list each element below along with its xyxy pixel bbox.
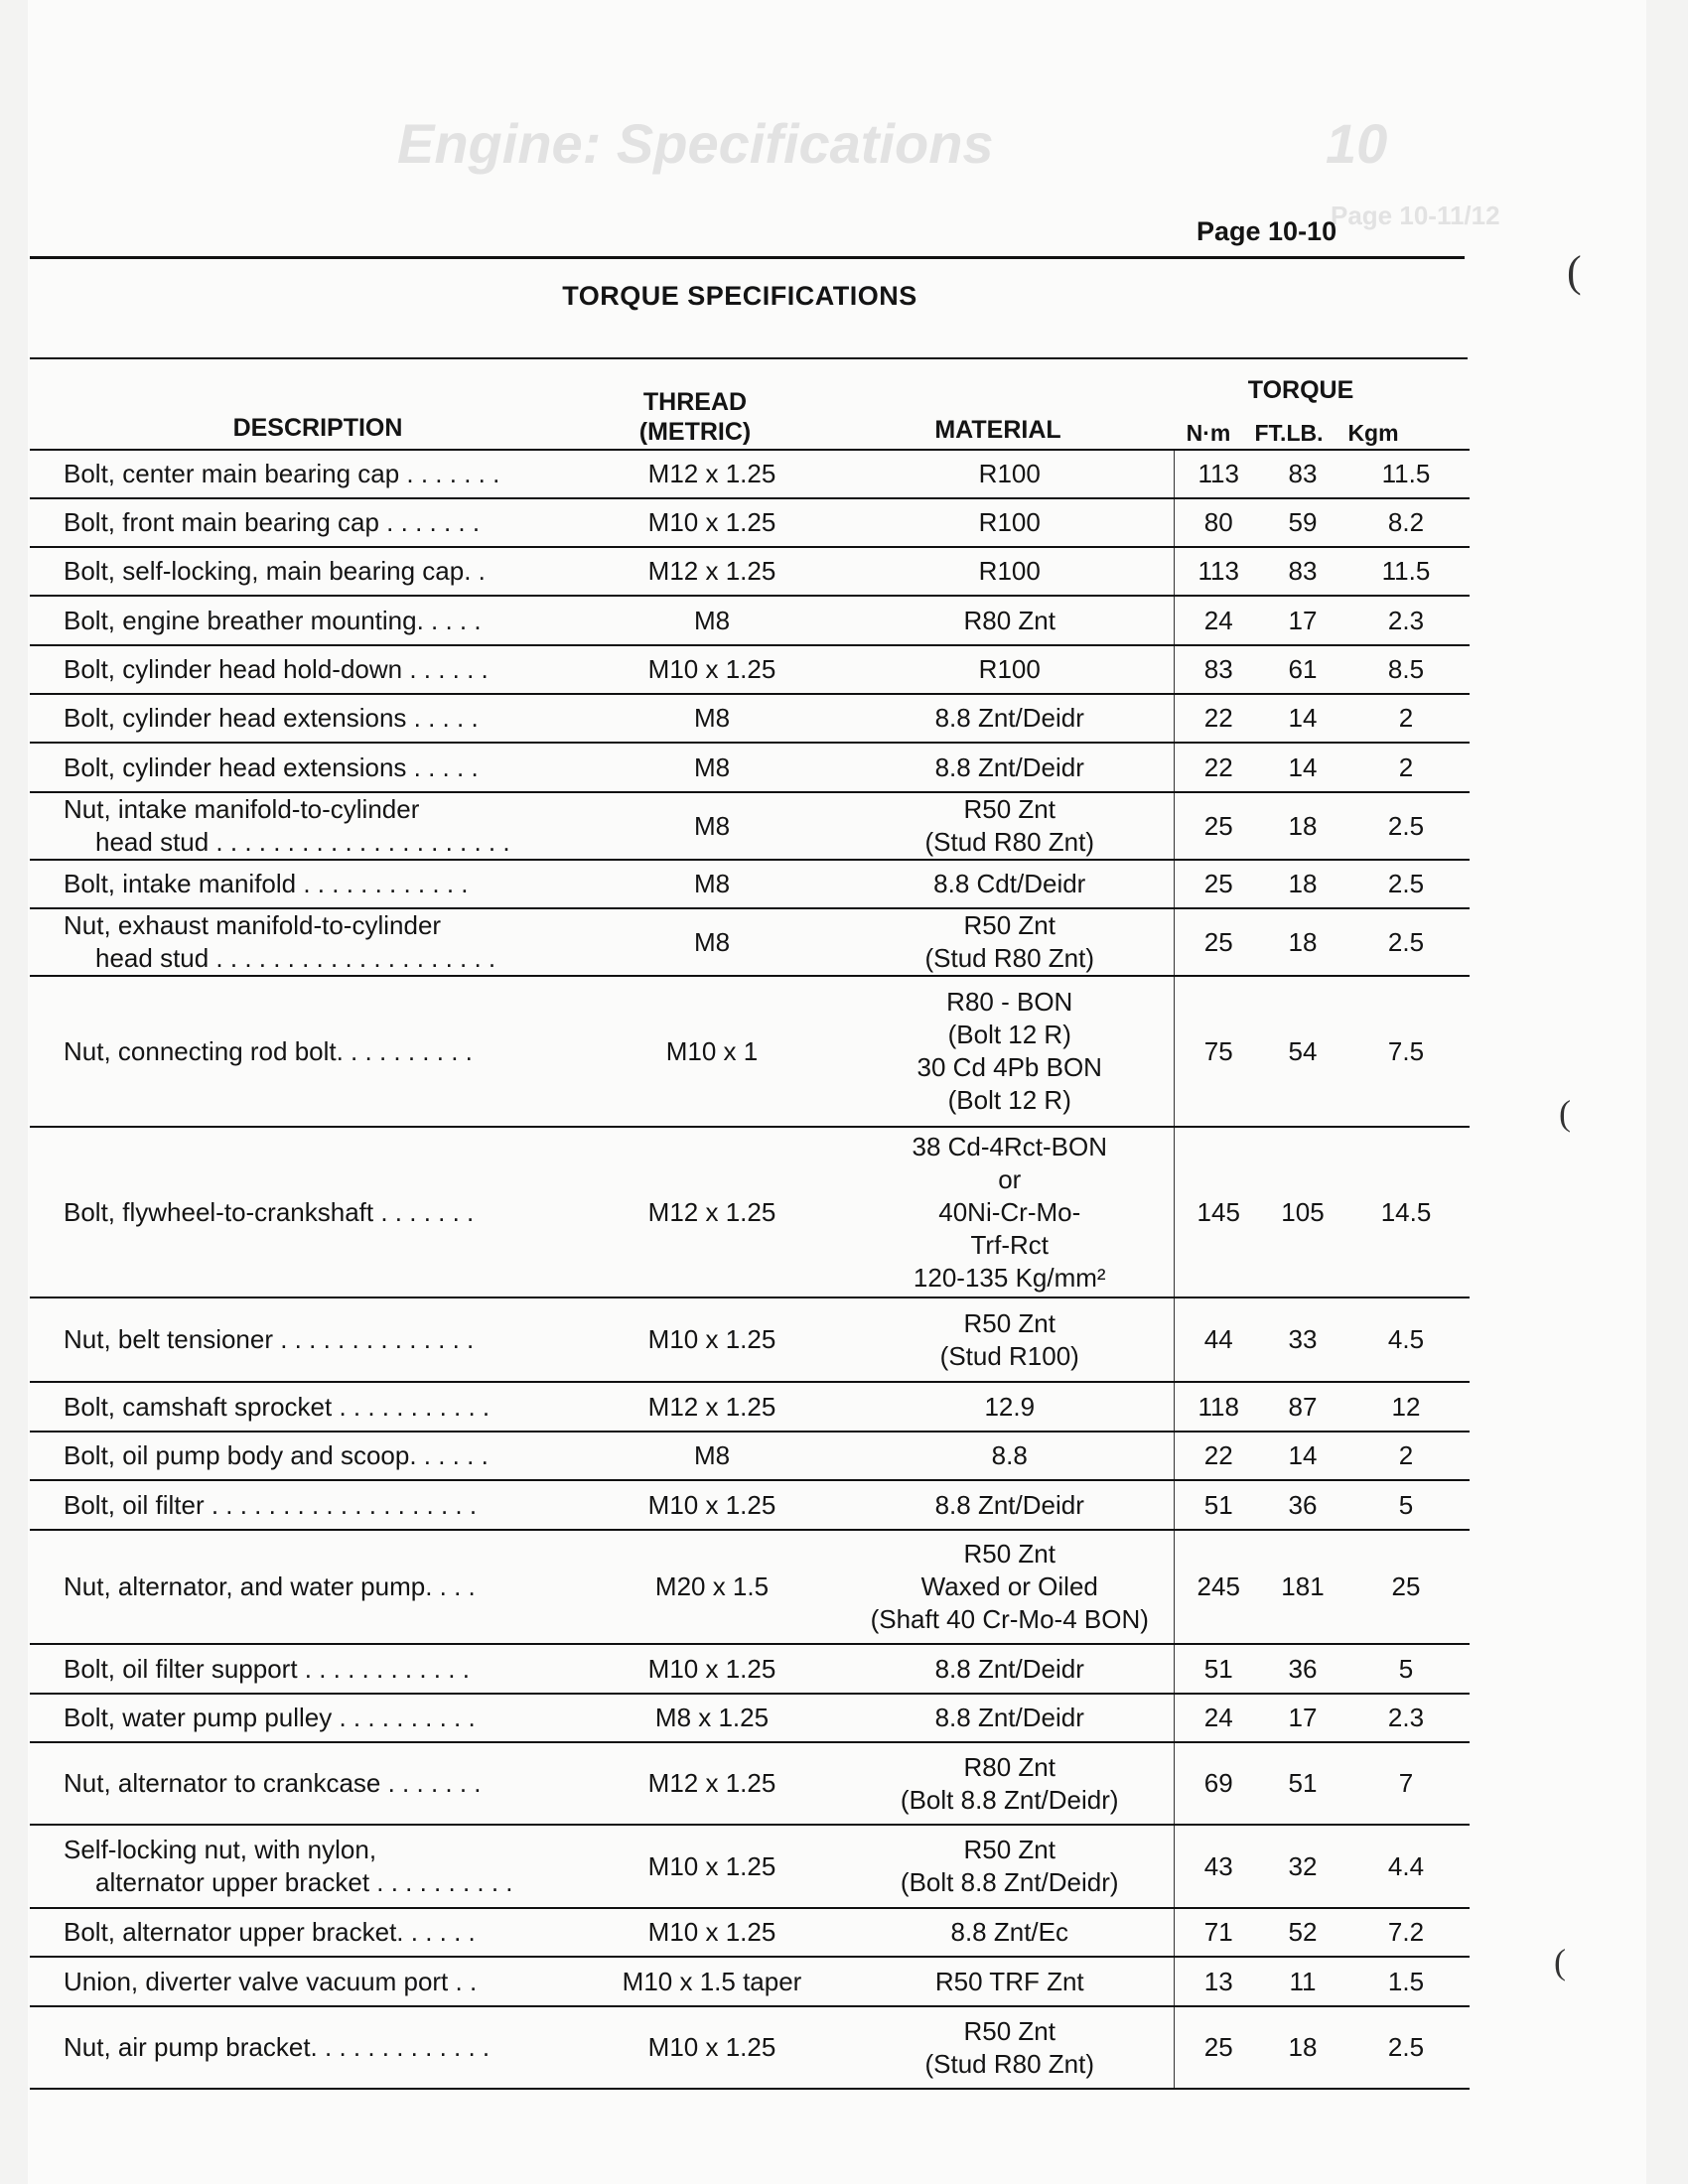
torque-spec-body bbox=[30, 450, 1470, 2089]
cell-material bbox=[846, 2006, 1174, 2089]
cell-nm: 22 bbox=[1174, 1432, 1263, 1480]
cell-description bbox=[30, 1432, 578, 1480]
description-line: Bolt, intake manifold . . . . . . . . . . . . bbox=[64, 869, 469, 898]
cell-ftlb: 14 bbox=[1263, 694, 1342, 743]
cell-ftlb: 181 bbox=[1263, 1530, 1342, 1644]
cell-material bbox=[846, 792, 1174, 860]
cell-nm: 113 bbox=[1174, 547, 1263, 596]
table-row bbox=[30, 498, 1470, 547]
cell-thread: M10 x 1.25 bbox=[578, 2006, 846, 2089]
cell-material bbox=[846, 1957, 1174, 2006]
header-material: MATERIAL bbox=[934, 416, 1061, 444]
cell-kgm: 11.5 bbox=[1342, 547, 1470, 596]
material-line: 38 Cd-4Rct-BON bbox=[912, 1131, 1107, 1161]
material-line: (Bolt 8.8 Znt/Deidr) bbox=[900, 1784, 1119, 1815]
cell-description bbox=[30, 1957, 578, 2006]
table-row bbox=[30, 1694, 1470, 1742]
description-line: Bolt, self-locking, main bearing cap. . bbox=[64, 556, 486, 586]
cell-thread: M8 bbox=[578, 908, 846, 976]
cell-thread: M10 x 1.25 bbox=[578, 1297, 846, 1382]
cell-thread: M8 bbox=[578, 1432, 846, 1480]
margin-mark: ( bbox=[1554, 1942, 1566, 1981]
cell-material bbox=[846, 743, 1174, 792]
cell-ftlb: 54 bbox=[1263, 976, 1342, 1127]
cell-thread: M10 x 1.25 bbox=[578, 645, 846, 694]
table-row bbox=[30, 1644, 1470, 1694]
cell-ftlb: 18 bbox=[1263, 792, 1342, 860]
cell-material bbox=[846, 498, 1174, 547]
header-thread-line1: THREAD bbox=[642, 388, 748, 416]
cell-description bbox=[30, 792, 578, 860]
description-line: Nut, belt tensioner . . . . . . . . . . . . . . bbox=[64, 1324, 475, 1354]
material-line: R100 bbox=[978, 556, 1041, 586]
material-line: (Stud R80 Znt) bbox=[924, 827, 1094, 857]
header-kgm: Kgm bbox=[1347, 420, 1399, 446]
material-line: R100 bbox=[978, 654, 1041, 684]
ghost-header-title: Engine: Specifications bbox=[397, 112, 994, 175]
material-line: R80 Znt bbox=[963, 1751, 1055, 1782]
description-line: alternator upper bracket . . . . . . . . . . bbox=[95, 1867, 513, 1897]
cell-thread: M10 x 1.25 bbox=[578, 1908, 846, 1957]
cell-description bbox=[30, 2006, 578, 2089]
cell-kgm: 2.5 bbox=[1342, 860, 1470, 908]
cell-ftlb: 59 bbox=[1263, 498, 1342, 547]
cell-thread: M10 x 1.25 bbox=[578, 1644, 846, 1694]
cell-kgm: 2.5 bbox=[1342, 908, 1470, 976]
cell-material bbox=[846, 1694, 1174, 1742]
cell-nm: 245 bbox=[1174, 1530, 1263, 1644]
material-line: 8.8 Znt/Deidr bbox=[934, 703, 1084, 733]
table-row bbox=[30, 1127, 1470, 1297]
page-title: TORQUE SPECIFICATIONS bbox=[562, 281, 917, 311]
cell-ftlb: 18 bbox=[1263, 860, 1342, 908]
material-line: 8.8 Cdt/Deidr bbox=[933, 869, 1086, 898]
material-line: 8.8 Znt/Ec bbox=[950, 1917, 1068, 1947]
cell-ftlb: 17 bbox=[1263, 1694, 1342, 1742]
cell-material bbox=[846, 1825, 1174, 1908]
cell-thread: M10 x 1.25 bbox=[578, 1480, 846, 1530]
cell-thread: M10 x 1.25 bbox=[578, 1825, 846, 1908]
material-line: R50 Znt bbox=[963, 910, 1055, 940]
cell-ftlb: 105 bbox=[1263, 1127, 1342, 1297]
cell-material bbox=[846, 976, 1174, 1127]
table-row bbox=[30, 1957, 1470, 2006]
table-row bbox=[30, 1530, 1470, 1644]
material-line: R50 TRF Znt bbox=[934, 1966, 1084, 1996]
material-line: 8.8 Znt/Deidr bbox=[934, 1653, 1084, 1684]
cell-thread: M10 x 1.5 taper bbox=[578, 1957, 846, 2006]
material-line: 30 Cd 4Pb BON bbox=[916, 1052, 1102, 1082]
cell-description bbox=[30, 645, 578, 694]
cell-thread: M10 x 1 bbox=[578, 976, 846, 1127]
cell-description bbox=[30, 450, 578, 498]
cell-thread: M10 x 1.25 bbox=[578, 498, 846, 547]
description-line: Bolt, cylinder head extensions . . . . . bbox=[64, 751, 479, 782]
cell-thread: M8 bbox=[578, 694, 846, 743]
cell-ftlb: 36 bbox=[1263, 1480, 1342, 1530]
description-line: Bolt, cylinder head extensions . . . . . bbox=[64, 703, 479, 733]
ghost-header-page: Page 10-11/12 bbox=[1331, 201, 1500, 230]
table-row bbox=[30, 1742, 1470, 1825]
cell-kgm: 7 bbox=[1342, 1742, 1470, 1825]
description-line: head stud . . . . . . . . . . . . . . . . . . . . bbox=[95, 943, 496, 973]
cell-nm: 24 bbox=[1174, 1694, 1263, 1742]
description-line: Bolt, engine breather mounting. . . . . bbox=[64, 605, 482, 635]
cell-material bbox=[846, 1297, 1174, 1382]
material-line: or bbox=[998, 1163, 1022, 1194]
cell-kgm: 2.5 bbox=[1342, 2006, 1470, 2089]
material-line: (Shaft 40 Cr-Mo-4 BON) bbox=[870, 1604, 1149, 1634]
cell-description bbox=[30, 1644, 578, 1694]
material-line: 8.8 Znt/Deidr bbox=[934, 1489, 1084, 1520]
cell-ftlb: 83 bbox=[1263, 547, 1342, 596]
cell-kgm: 11.5 bbox=[1342, 450, 1470, 498]
table-row bbox=[30, 1908, 1470, 1957]
cell-thread: M12 x 1.25 bbox=[578, 450, 846, 498]
cell-ftlb: 11 bbox=[1263, 1957, 1342, 2006]
cell-nm: 75 bbox=[1174, 976, 1263, 1127]
cell-kgm: 2.3 bbox=[1342, 596, 1470, 645]
cell-nm: 83 bbox=[1174, 645, 1263, 694]
margin-mark: ( bbox=[1559, 1093, 1571, 1133]
material-line: 40Ni-Cr-Mo- bbox=[938, 1196, 1081, 1227]
material-line: (Stud R80 Znt) bbox=[924, 2048, 1094, 2079]
cell-kgm: 2 bbox=[1342, 1432, 1470, 1480]
cell-thread: M12 x 1.25 bbox=[578, 1127, 846, 1297]
cell-material bbox=[846, 860, 1174, 908]
ghost-header-section: 10 bbox=[1326, 112, 1388, 175]
table-row bbox=[30, 743, 1470, 792]
cell-description bbox=[30, 908, 578, 976]
material-line: 8.8 Znt/Deidr bbox=[934, 751, 1084, 782]
cell-kgm: 5 bbox=[1342, 1644, 1470, 1694]
description-line: Nut, alternator, and water pump. . . . bbox=[64, 1571, 476, 1601]
material-line: 120-135 Kg/mm² bbox=[913, 1262, 1106, 1293]
cell-nm: 13 bbox=[1174, 1957, 1263, 2006]
header-ftlb: FT.LB. bbox=[1254, 420, 1324, 446]
cell-thread: M20 x 1.5 bbox=[578, 1530, 846, 1644]
cell-ftlb: 36 bbox=[1263, 1644, 1342, 1694]
cell-description bbox=[30, 1480, 578, 1530]
material-line: R80 Znt bbox=[963, 605, 1055, 635]
table-row bbox=[30, 908, 1470, 976]
cell-material bbox=[846, 596, 1174, 645]
cell-nm: 71 bbox=[1174, 1908, 1263, 1957]
page-number: Page 10-10 bbox=[1196, 216, 1337, 246]
description-line: Bolt, front main bearing cap . . . . . . . bbox=[64, 507, 481, 537]
material-line: (Stud R80 Znt) bbox=[924, 943, 1094, 973]
cell-material bbox=[846, 1480, 1174, 1530]
material-line: R50 Znt bbox=[963, 794, 1055, 824]
cell-kgm: 25 bbox=[1342, 1530, 1470, 1644]
cell-thread: M8 bbox=[578, 792, 846, 860]
cell-description bbox=[30, 976, 578, 1127]
cell-ftlb: 33 bbox=[1263, 1297, 1342, 1382]
cell-nm: 118 bbox=[1174, 1382, 1263, 1432]
description-line: Bolt, oil filter support . . . . . . . . . . . . bbox=[64, 1653, 470, 1684]
cell-kgm: 1.5 bbox=[1342, 1957, 1470, 2006]
material-line: Waxed or Oiled bbox=[920, 1571, 1098, 1601]
cell-nm: 25 bbox=[1174, 2006, 1263, 2089]
table-row bbox=[30, 450, 1470, 498]
material-line: 8.8 Znt/Deidr bbox=[934, 1703, 1084, 1732]
material-line: 8.8 bbox=[991, 1440, 1028, 1470]
cell-nm: 69 bbox=[1174, 1742, 1263, 1825]
cell-kgm: 14.5 bbox=[1342, 1127, 1470, 1297]
cell-material bbox=[846, 1127, 1174, 1297]
header-thread-line2: (METRIC) bbox=[638, 418, 752, 446]
cell-ftlb: 14 bbox=[1263, 1432, 1342, 1480]
cell-thread: M12 x 1.25 bbox=[578, 547, 846, 596]
cell-ftlb: 61 bbox=[1263, 645, 1342, 694]
description-line: Nut, exhaust manifold-to-cylinder bbox=[64, 910, 442, 940]
cell-description bbox=[30, 1530, 578, 1644]
cell-description bbox=[30, 1908, 578, 1957]
cell-description bbox=[30, 1694, 578, 1742]
cell-nm: 80 bbox=[1174, 498, 1263, 547]
description-line: Bolt, flywheel-to-crankshaft . . . . . . . bbox=[64, 1196, 475, 1227]
cell-nm: 145 bbox=[1174, 1127, 1263, 1297]
header-torque-group: TORQUE bbox=[1247, 376, 1354, 404]
table-row bbox=[30, 694, 1470, 743]
material-line: Trf-Rct bbox=[970, 1229, 1049, 1260]
cell-material bbox=[846, 645, 1174, 694]
table-row bbox=[30, 2006, 1470, 2089]
cell-material bbox=[846, 1432, 1174, 1480]
cell-description bbox=[30, 1382, 578, 1432]
cell-kgm: 5 bbox=[1342, 1480, 1470, 1530]
cell-description bbox=[30, 1127, 578, 1297]
cell-nm: 44 bbox=[1174, 1297, 1263, 1382]
header-nm: N·m bbox=[1186, 420, 1231, 446]
header-description: DESCRIPTION bbox=[232, 414, 403, 442]
cell-material bbox=[846, 547, 1174, 596]
description-line: Bolt, oil pump body and scoop. . . . . . bbox=[64, 1440, 489, 1470]
cell-description bbox=[30, 694, 578, 743]
header-thread bbox=[596, 387, 794, 447]
material-line: (Stud R100) bbox=[939, 1340, 1079, 1371]
description-line: Bolt, center main bearing cap . . . . . . . bbox=[64, 459, 500, 488]
description-line: Bolt, camshaft sprocket . . . . . . . . . . . bbox=[64, 1391, 491, 1422]
cell-thread: M8 bbox=[578, 860, 846, 908]
description-line: Nut, alternator to crankcase . . . . . . . bbox=[64, 1768, 482, 1798]
description-line: head stud . . . . . . . . . . . . . . . . . . . . . bbox=[95, 827, 510, 857]
description-line: Nut, intake manifold-to-cylinder bbox=[64, 794, 420, 824]
material-line: R50 Znt bbox=[963, 1307, 1055, 1338]
cell-description bbox=[30, 596, 578, 645]
cell-ftlb: 87 bbox=[1263, 1382, 1342, 1432]
cell-kgm: 2.5 bbox=[1342, 792, 1470, 860]
cell-nm: 22 bbox=[1174, 694, 1263, 743]
cell-ftlb: 51 bbox=[1263, 1742, 1342, 1825]
cell-thread: M12 x 1.25 bbox=[578, 1382, 846, 1432]
cell-nm: 24 bbox=[1174, 596, 1263, 645]
cell-kgm: 8.5 bbox=[1342, 645, 1470, 694]
cell-kgm: 2.3 bbox=[1342, 1694, 1470, 1742]
table-row bbox=[30, 645, 1470, 694]
description-line: Nut, air pump bracket. . . . . . . . . . . . . bbox=[64, 2032, 491, 2062]
cell-description bbox=[30, 1297, 578, 1382]
cell-description bbox=[30, 547, 578, 596]
cell-thread: M8 bbox=[578, 743, 846, 792]
cell-thread: M12 x 1.25 bbox=[578, 1742, 846, 1825]
cell-material bbox=[846, 1908, 1174, 1957]
cell-ftlb: 52 bbox=[1263, 1908, 1342, 1957]
material-line: R50 Znt bbox=[963, 1539, 1055, 1569]
cell-kgm: 7.5 bbox=[1342, 976, 1470, 1127]
cell-kgm: 2 bbox=[1342, 694, 1470, 743]
cell-nm: 113 bbox=[1174, 450, 1263, 498]
description-line: Union, diverter valve vacuum port . . bbox=[64, 1966, 478, 1996]
description-line: Bolt, water pump pulley . . . . . . . . . . bbox=[64, 1703, 476, 1732]
table-row bbox=[30, 860, 1470, 908]
cell-material bbox=[846, 450, 1174, 498]
table-row bbox=[30, 1825, 1470, 1908]
cell-material bbox=[846, 908, 1174, 976]
material-line: (Bolt 12 R) bbox=[947, 1085, 1071, 1115]
table-row bbox=[30, 1382, 1470, 1432]
description-line: Bolt, oil filter . . . . . . . . . . . . . . . . . . . bbox=[64, 1489, 478, 1520]
cell-description bbox=[30, 743, 578, 792]
top-rule bbox=[30, 256, 1465, 259]
table-row bbox=[30, 976, 1470, 1127]
description-line: Bolt, cylinder head hold-down . . . . . . bbox=[64, 654, 489, 684]
table-row bbox=[30, 596, 1470, 645]
cell-nm: 43 bbox=[1174, 1825, 1263, 1908]
cell-material bbox=[846, 1644, 1174, 1694]
cell-material bbox=[846, 1742, 1174, 1825]
cell-material bbox=[846, 1382, 1174, 1432]
material-line: R80 - BON bbox=[946, 987, 1073, 1017]
cell-description bbox=[30, 1742, 578, 1825]
cell-ftlb: 18 bbox=[1263, 2006, 1342, 2089]
margin-mark: ( bbox=[1567, 247, 1582, 296]
material-line: 12.9 bbox=[984, 1391, 1036, 1422]
table-row bbox=[30, 547, 1470, 596]
material-line: (Bolt 12 R) bbox=[947, 1020, 1071, 1049]
cell-kgm: 7.2 bbox=[1342, 1908, 1470, 1957]
cell-description bbox=[30, 498, 578, 547]
cell-nm: 51 bbox=[1174, 1480, 1263, 1530]
material-line: R100 bbox=[978, 507, 1041, 537]
table-row bbox=[30, 792, 1470, 860]
material-line: R50 Znt bbox=[963, 1835, 1055, 1864]
description-line: Nut, connecting rod bolt. . . . . . . . . . bbox=[64, 1035, 473, 1066]
material-line: R100 bbox=[978, 459, 1041, 488]
cell-kgm: 8.2 bbox=[1342, 498, 1470, 547]
cell-material bbox=[846, 1530, 1174, 1644]
cell-ftlb: 14 bbox=[1263, 743, 1342, 792]
table-row bbox=[30, 1480, 1470, 1530]
cell-thread: M8 bbox=[578, 596, 846, 645]
cell-description bbox=[30, 1825, 578, 1908]
description-line: Self-locking nut, with nylon, bbox=[64, 1835, 377, 1864]
torque-spec-table bbox=[30, 449, 1470, 2090]
cell-thread: M8 x 1.25 bbox=[578, 1694, 846, 1742]
description-line: Bolt, alternator upper bracket. . . . . . bbox=[64, 1917, 476, 1947]
table-row bbox=[30, 1297, 1470, 1382]
cell-kgm: 4.5 bbox=[1342, 1297, 1470, 1382]
header-rule bbox=[30, 357, 1468, 359]
cell-nm: 51 bbox=[1174, 1644, 1263, 1694]
cell-description bbox=[30, 860, 578, 908]
cell-ftlb: 83 bbox=[1263, 450, 1342, 498]
cell-kgm: 2 bbox=[1342, 743, 1470, 792]
cell-nm: 25 bbox=[1174, 792, 1263, 860]
material-line: R50 Znt bbox=[963, 2015, 1055, 2046]
cell-material bbox=[846, 694, 1174, 743]
cell-nm: 25 bbox=[1174, 908, 1263, 976]
cell-ftlb: 32 bbox=[1263, 1825, 1342, 1908]
material-line: (Bolt 8.8 Znt/Deidr) bbox=[900, 1867, 1119, 1897]
table-row bbox=[30, 1432, 1470, 1480]
cell-kgm: 12 bbox=[1342, 1382, 1470, 1432]
cell-ftlb: 17 bbox=[1263, 596, 1342, 645]
cell-nm: 25 bbox=[1174, 860, 1263, 908]
cell-kgm: 4.4 bbox=[1342, 1825, 1470, 1908]
cell-ftlb: 18 bbox=[1263, 908, 1342, 976]
cell-nm: 22 bbox=[1174, 743, 1263, 792]
